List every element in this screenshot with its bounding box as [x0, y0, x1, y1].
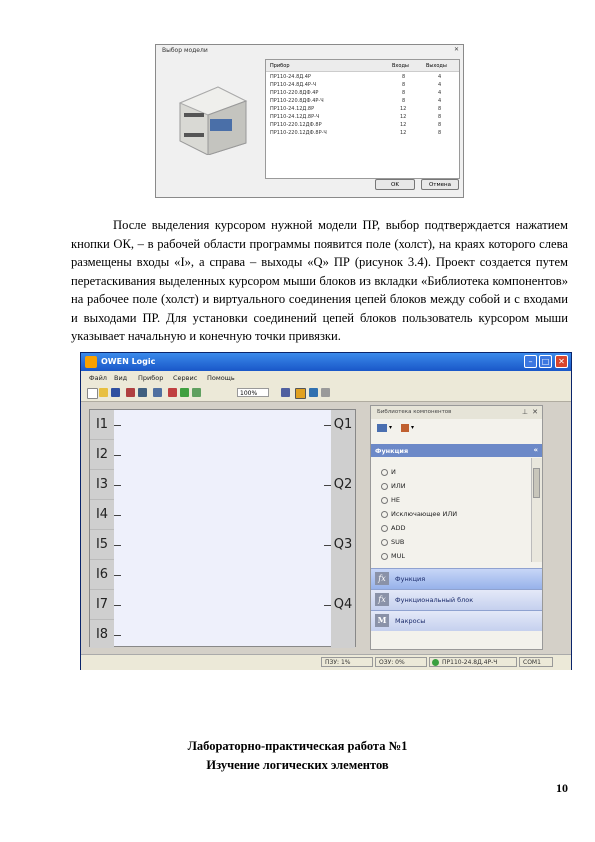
- function-section-header[interactable]: [371, 444, 542, 457]
- input-i2[interactable]: I2: [90, 440, 114, 470]
- row-outputs: 4: [438, 90, 442, 96]
- function-item[interactable]: [381, 482, 406, 490]
- menu-view[interactable]: Вид: [114, 374, 128, 382]
- list-header: [266, 60, 459, 72]
- output-pin: [324, 545, 331, 546]
- row-device: ПР110-220.8ДФ.4Р-Ч: [270, 98, 324, 104]
- menu-device[interactable]: Прибор: [138, 374, 164, 382]
- ok-button[interactable]: OK: [375, 179, 415, 190]
- row-outputs: 8: [438, 114, 442, 120]
- function-item[interactable]: [381, 468, 396, 476]
- tab-label: Функциональный блок: [395, 596, 474, 604]
- library-header: [371, 406, 542, 419]
- title-bar[interactable]: [81, 353, 571, 371]
- text-icon[interactable]: [295, 388, 306, 399]
- output-q4[interactable]: Q4: [333, 597, 353, 612]
- dialog-title: Выбор модели: [162, 47, 208, 54]
- device-name: ПР110-24.8Д.4Р-Ч: [442, 659, 498, 666]
- menu-file[interactable]: Файл: [89, 374, 107, 382]
- list-item[interactable]: [266, 129, 459, 137]
- settings-icon[interactable]: [321, 388, 330, 397]
- model-list[interactable]: [265, 59, 460, 179]
- grid-icon[interactable]: [153, 388, 162, 397]
- col-inputs: Входы: [392, 63, 409, 69]
- close-icon[interactable]: ✕: [453, 46, 460, 53]
- body-paragraph: [71, 216, 568, 346]
- close-icon[interactable]: ✕: [532, 408, 538, 416]
- input-pin: [114, 575, 121, 576]
- section-title: Функция: [375, 447, 409, 455]
- input-pin: [114, 515, 121, 516]
- input-i7[interactable]: I7: [90, 590, 114, 620]
- properties-icon[interactable]: [138, 388, 147, 397]
- app-icon: [85, 356, 97, 368]
- menu-service[interactable]: Сервис: [173, 374, 198, 382]
- output-pin: [324, 425, 331, 426]
- row-inputs: 8: [402, 90, 406, 96]
- list-item[interactable]: [266, 89, 459, 97]
- cancel-button[interactable]: Отмена: [421, 179, 459, 190]
- connected-icon: [432, 659, 439, 666]
- input-pin: [114, 605, 121, 606]
- row-device: ПР110-24.8Д.4Р-Ч: [270, 82, 317, 88]
- print-icon[interactable]: [126, 388, 135, 397]
- status-bar: [81, 654, 571, 670]
- function-icon: [381, 525, 388, 532]
- row-inputs: 8: [402, 82, 406, 88]
- paragraph-text: После выделения курсором нужной модели ПР, выбор подтверждается нажатием кнопки ОК, – в рабочей области программы появится поле (холст), на краях которого слева размещены входы «I», а справа – выходы «Q» ПР (рисунок 3.4). Проект создается путем перетаскивания выделенных курсором мыши блоков из вкладки «Библиотека компонентов» на рабочее поле (холст) и виртуального соединения цепей блоков между собой и с входами и выходами ПР. Для установки соединений цепей блоков пользователь курсором мыши указывает начальную и конечную точки привязки.: [71, 218, 568, 343]
- status-port: COM1: [519, 657, 553, 667]
- list-item[interactable]: [266, 113, 459, 121]
- row-inputs: 12: [400, 106, 407, 112]
- input-pin: [114, 455, 121, 456]
- row-device: ПР110-220.12ДФ.8Р: [270, 122, 322, 128]
- function-label: ADD: [391, 524, 406, 532]
- function-label: Исключающее ИЛИ: [391, 510, 458, 518]
- output-pin: [324, 485, 331, 486]
- function-item[interactable]: [381, 552, 405, 560]
- inputs-column: [90, 410, 114, 648]
- input-i1[interactable]: I1: [90, 410, 114, 440]
- function-label: MUL: [391, 552, 405, 560]
- function-icon: [381, 469, 388, 476]
- filter-icon[interactable]: [401, 424, 409, 432]
- row-outputs: 8: [438, 122, 442, 128]
- function-item[interactable]: [381, 510, 457, 518]
- row-inputs: 12: [400, 122, 407, 128]
- model-select-dialog: [155, 44, 464, 198]
- grid-snap-icon[interactable]: [281, 388, 290, 397]
- function-icon: [381, 553, 388, 560]
- row-device: ПР110-24.8Д.4Р: [270, 74, 311, 80]
- output-q2[interactable]: Q2: [333, 477, 353, 492]
- minimize-icon[interactable]: –: [524, 355, 537, 368]
- close-icon[interactable]: ✕: [555, 355, 568, 368]
- row-outputs: 8: [438, 106, 442, 112]
- status-rom: ПЗУ: 1%: [321, 657, 373, 667]
- list-item[interactable]: [266, 97, 459, 105]
- list-item[interactable]: [266, 105, 459, 113]
- component-library-panel: [370, 405, 543, 650]
- zoom-select[interactable]: 100%: [237, 388, 269, 397]
- zoom-in-icon[interactable]: [168, 388, 177, 397]
- col-device: Прибор: [270, 63, 290, 69]
- function-icon: [381, 497, 388, 504]
- input-pin: [114, 485, 121, 486]
- row-inputs: 8: [402, 98, 406, 104]
- input-i5[interactable]: I5: [90, 530, 114, 560]
- function-item[interactable]: [381, 524, 405, 532]
- function-label: ИЛИ: [391, 482, 406, 490]
- canvas[interactable]: [89, 409, 356, 647]
- outputs-column: [331, 410, 355, 648]
- window-title: OWEN Logic: [101, 357, 156, 366]
- chevron-down-icon[interactable]: ▾: [389, 424, 393, 431]
- sort-icon[interactable]: [377, 424, 387, 432]
- scroll-thumb[interactable]: [533, 468, 540, 498]
- function-tab-icon: fx: [375, 572, 389, 585]
- tab-label: Макросы: [395, 617, 426, 625]
- menu-bar: [81, 371, 571, 385]
- list-item[interactable]: [266, 73, 459, 81]
- menu-help[interactable]: Помощь: [207, 374, 235, 382]
- device-image: [174, 73, 248, 155]
- lab-subtitle: Изучение логических элементов: [206, 758, 389, 772]
- row-outputs: 4: [438, 74, 442, 80]
- input-i3[interactable]: I3: [90, 470, 114, 500]
- function-label: НЕ: [391, 496, 400, 504]
- input-i4[interactable]: I4: [90, 500, 114, 530]
- scrollbar[interactable]: [531, 458, 542, 562]
- collapse-icon[interactable]: «: [533, 446, 538, 454]
- tab-label: Функция: [395, 575, 426, 583]
- output-q1[interactable]: Q1: [333, 417, 353, 432]
- zoom-out-icon[interactable]: [180, 388, 189, 397]
- input-pin: [114, 425, 121, 426]
- new-file-icon[interactable]: [87, 388, 98, 399]
- input-pin: [114, 545, 121, 546]
- row-outputs: 8: [438, 130, 442, 136]
- row-outputs: 4: [438, 82, 442, 88]
- list-item[interactable]: [266, 121, 459, 129]
- status-ram: ОЗУ: 0%: [375, 657, 427, 667]
- function-item[interactable]: [381, 538, 404, 546]
- save-icon[interactable]: [111, 388, 120, 397]
- lab-title: Лабораторно-практическая работа №1: [187, 739, 408, 753]
- row-device: ПР110-24.12Д.8Р: [270, 106, 315, 112]
- pin-icon[interactable]: ⊥: [521, 408, 528, 416]
- output-pin: [324, 605, 331, 606]
- chevron-down-icon[interactable]: ▾: [411, 424, 415, 431]
- toolbar: [81, 385, 571, 402]
- list-item[interactable]: [266, 81, 459, 89]
- input-i6[interactable]: I6: [90, 560, 114, 590]
- page-number: 10: [556, 781, 568, 795]
- row-device: ПР110-220.12ДФ.8Р-Ч: [270, 130, 327, 136]
- function-block-tab-icon: fx: [375, 593, 389, 606]
- input-i8[interactable]: I8: [95, 627, 109, 642]
- owen-logic-window: [80, 352, 572, 670]
- row-device: ПР110-24.12Д.8Р-Ч: [270, 114, 320, 120]
- function-item[interactable]: [381, 496, 400, 504]
- status-device: [429, 657, 517, 667]
- row-device: ПР110-220.8ДФ.4Р: [270, 90, 319, 96]
- tab-function[interactable]: [371, 568, 542, 589]
- macros-tab-icon: M: [375, 614, 389, 627]
- function-icon: [381, 483, 388, 490]
- tab-function-block[interactable]: [371, 589, 542, 610]
- function-icon: [381, 539, 388, 546]
- fit-icon[interactable]: [192, 388, 201, 397]
- col-outputs: Выходы: [426, 63, 447, 69]
- open-folder-icon[interactable]: [99, 388, 108, 397]
- function-label: И: [391, 468, 396, 476]
- output-q3[interactable]: Q3: [333, 537, 353, 552]
- upload-icon[interactable]: [309, 388, 318, 397]
- library-title: Библиотека компонентов: [377, 409, 452, 415]
- row-inputs: 12: [400, 114, 407, 120]
- function-label: SUB: [391, 538, 405, 546]
- function-icon: [381, 511, 388, 518]
- row-inputs: 12: [400, 130, 407, 136]
- row-outputs: 4: [438, 98, 442, 104]
- tab-macros[interactable]: [371, 610, 542, 631]
- row-inputs: 8: [402, 74, 406, 80]
- input-pin: [114, 635, 121, 636]
- maximize-icon[interactable]: □: [539, 355, 552, 368]
